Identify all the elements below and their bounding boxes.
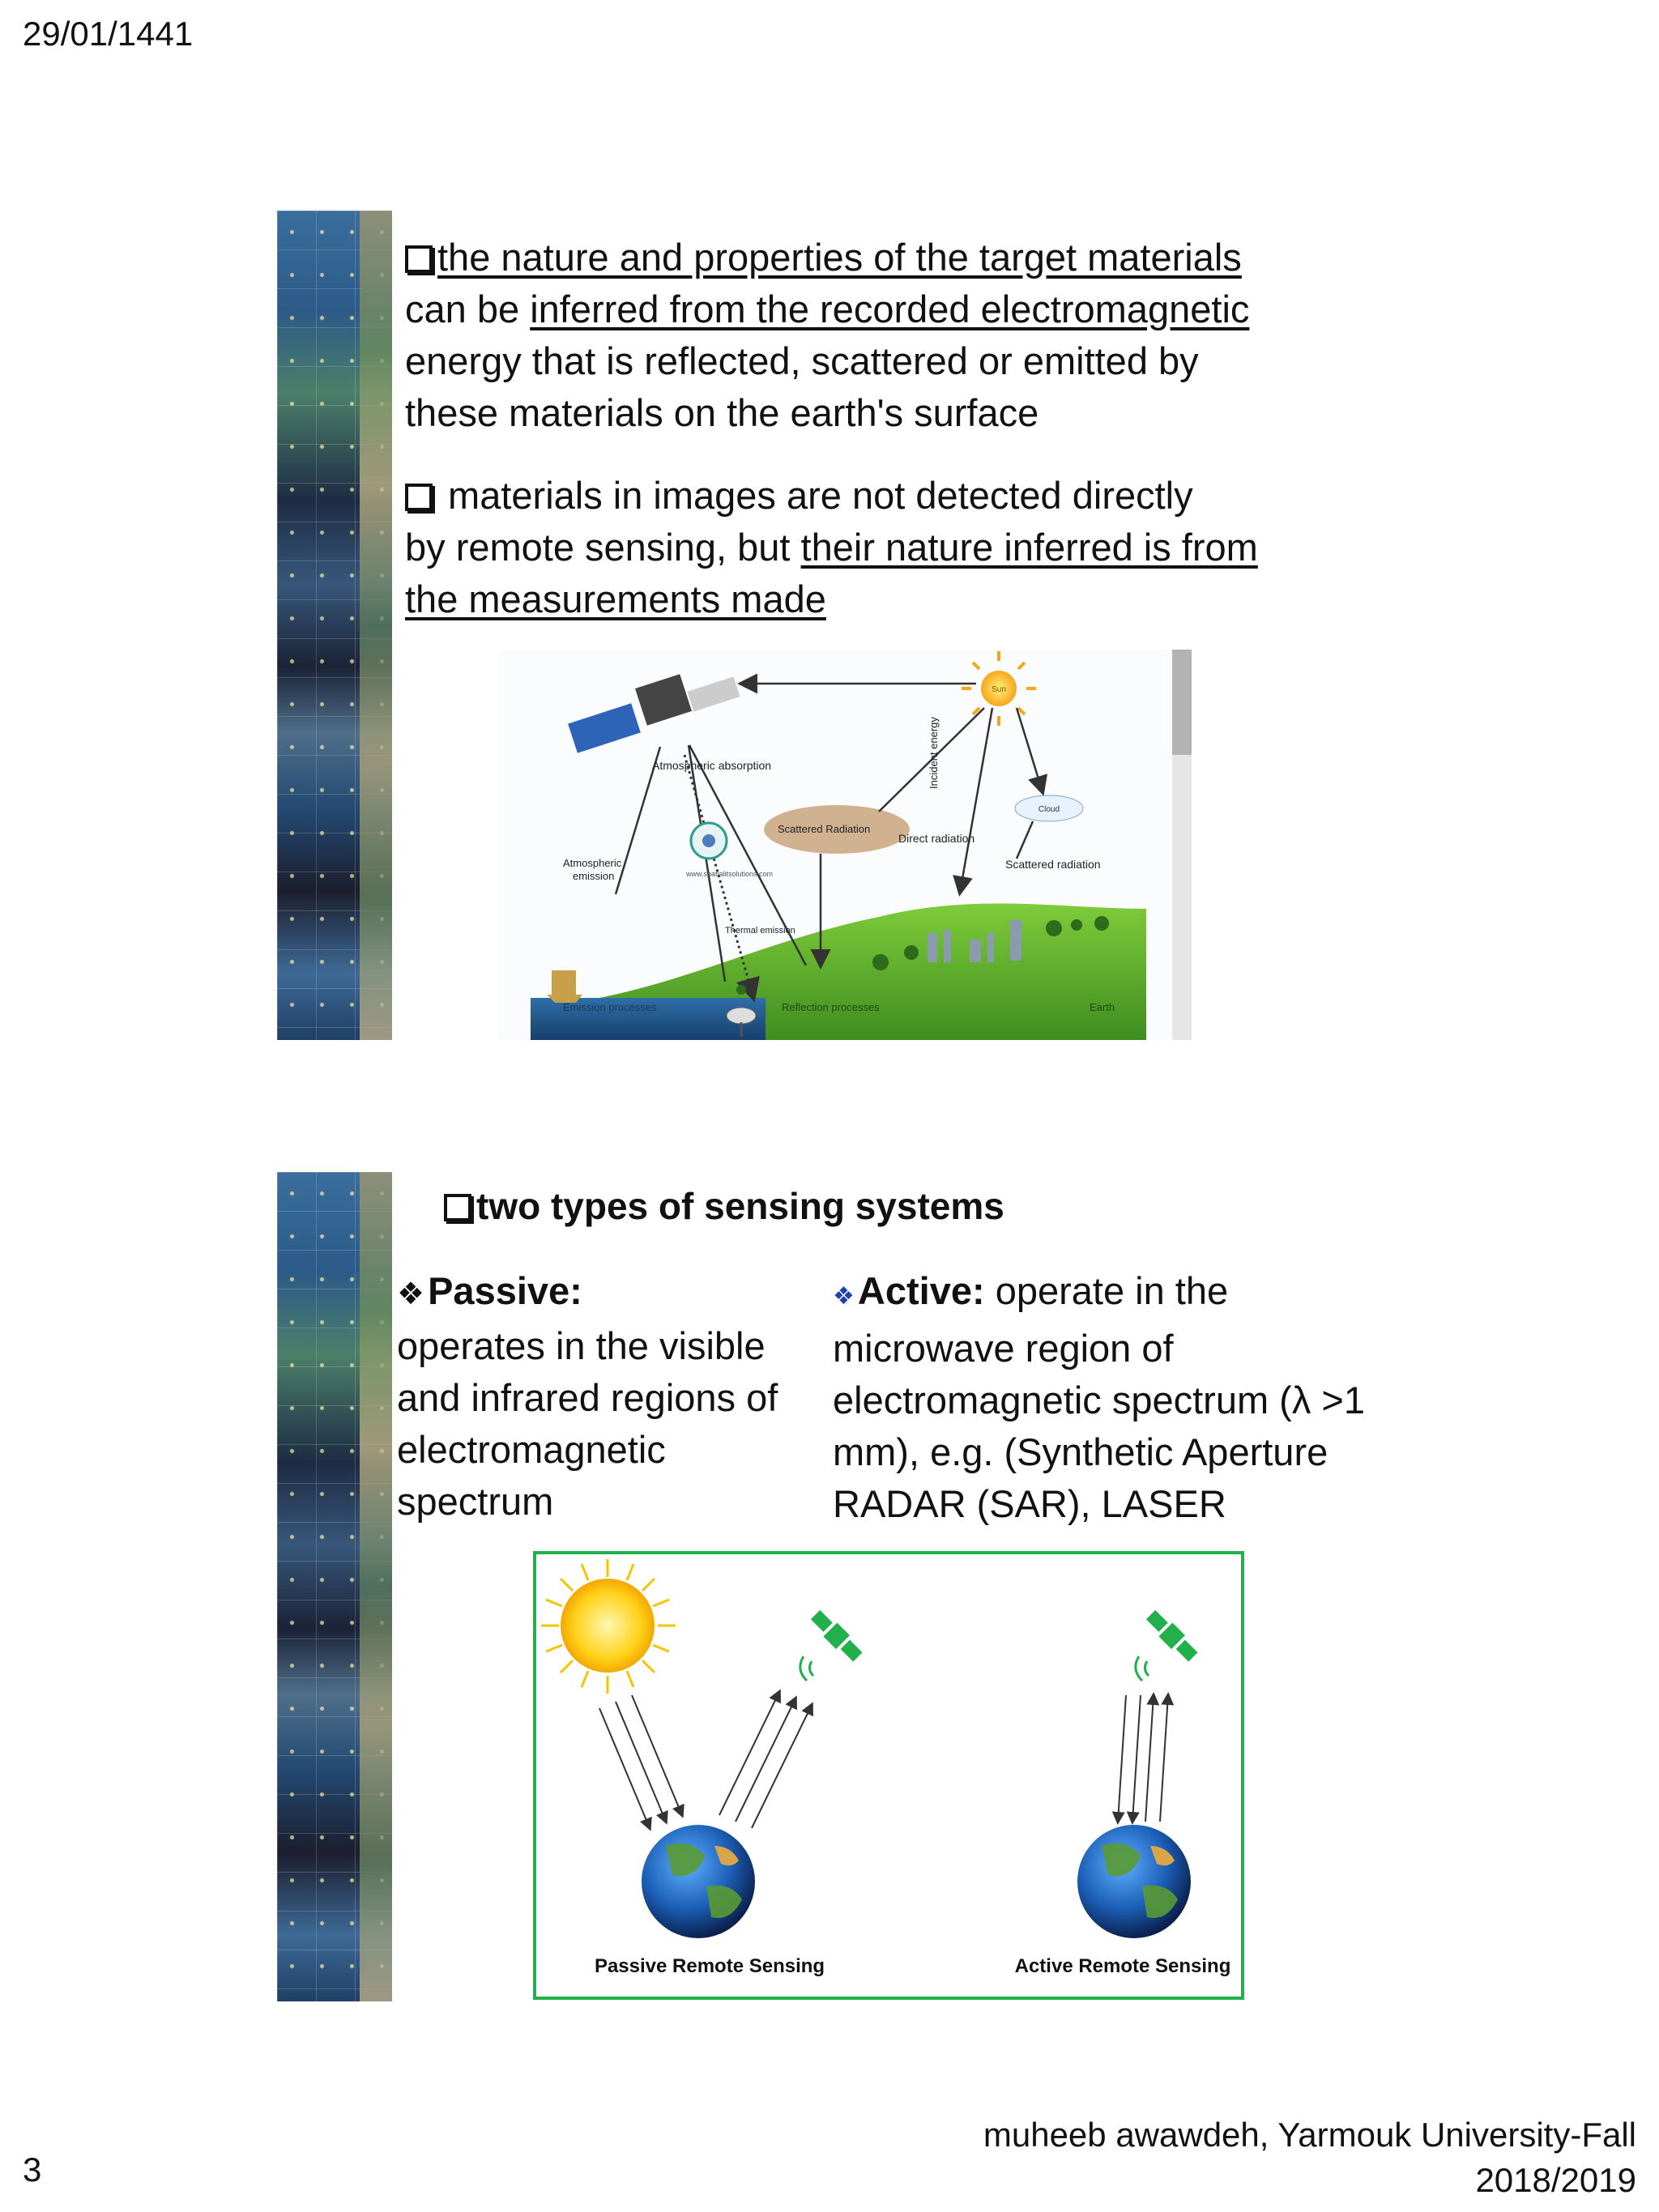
checkbox-bullet-icon	[405, 484, 433, 511]
label-atmospheric-emission-1: Atmospheric	[563, 857, 622, 869]
diamond-bullet-icon: ❖	[397, 1277, 425, 1311]
checkbox-bullet-icon	[405, 245, 433, 273]
underlined-text: the measurements made	[405, 578, 826, 620]
active-body: operate in the microwave region of electromagnetic spectrum (λ >1 mm), e.g. (Synthetic Aperture RADAR (SAR), LASER	[833, 1269, 1365, 1525]
label-direct-radiation: Direct radiation	[898, 832, 975, 845]
signal-waves-icon	[800, 1656, 813, 1681]
label-scattered-radiation-lower: Scattered radiation	[1005, 858, 1101, 871]
underlined-text: their nature inferred is from	[800, 526, 1258, 569]
label-emission-processes: Emission processes	[563, 1001, 657, 1013]
checkbox-bullet-icon	[444, 1194, 471, 1221]
sun-icon	[541, 1559, 676, 1694]
signal-waves-icon	[1136, 1656, 1149, 1681]
slide1-paragraph-1	[405, 232, 1345, 439]
underlined-text: inferred from the recorded electromagnetic	[530, 288, 1250, 330]
passive-caption: Passive Remote Sensing	[594, 1955, 825, 1977]
label-incident-energy: Incident energy	[928, 717, 940, 789]
text-span: by remote sensing, but	[405, 526, 801, 569]
label-reflection-processes: Reflection processes	[782, 1001, 880, 1013]
spatial-solutions-logo	[691, 823, 727, 859]
text-span: these materials on the earth's surface	[405, 391, 1039, 434]
satellite-icon	[568, 674, 740, 753]
passive-heading	[397, 1265, 810, 1320]
passive-body: operates in the visible and infrared regions of electromagnetic spectrum	[397, 1324, 778, 1523]
passive-active-graphic	[536, 1554, 1241, 1997]
label-thermal-emission: Thermal emission	[725, 926, 795, 936]
diamond-bullet-icon: ❖	[833, 1283, 855, 1310]
earth-globe-icon	[642, 1825, 755, 1938]
slide2-side-image	[277, 1172, 392, 2001]
label-scattered-radiation: Scattered Radiation	[778, 823, 871, 835]
footer-line-1: muheeb awawdeh, Yarmouk University-Fall	[983, 2116, 1636, 2154]
footer-line-2: 2018/2019	[1475, 2161, 1636, 2199]
platform-icon	[547, 970, 582, 1003]
label-atmospheric-emission-2: emission	[573, 870, 615, 882]
earth-globe-icon	[1077, 1825, 1191, 1938]
satellite-icon	[1144, 1608, 1200, 1664]
label-earth: Earth	[1090, 1001, 1115, 1013]
text-span: materials in images are not detected directly	[437, 474, 1193, 517]
heading-text: Passive:	[428, 1269, 582, 1312]
slide1-side-image	[277, 211, 392, 1040]
sun-label: Sun	[992, 685, 1006, 694]
underlined-text: the nature and properties of the target materials	[437, 236, 1242, 279]
title-text: two types of sensing systems	[476, 1185, 1004, 1227]
header-date: 29/01/1441	[23, 15, 194, 53]
label-atmospheric-absorption: Atmospheric absorption	[652, 759, 772, 772]
active-column	[833, 1265, 1400, 1530]
cloud-label: Cloud	[1038, 805, 1060, 814]
passive-active-diagram	[533, 1551, 1244, 2000]
slide1-text	[405, 232, 1345, 625]
page-number: 3	[23, 2150, 42, 2189]
footer-attribution	[983, 2112, 1636, 2203]
label-watermark: www.spatialitsolutions.com	[686, 870, 774, 878]
slide1-paragraph-2	[405, 470, 1345, 625]
cloud-icon	[1015, 795, 1083, 821]
sun-icon	[962, 651, 1036, 726]
energy-interaction-diagram	[498, 650, 1192, 1040]
satellite-icon	[808, 1608, 864, 1664]
slide2-title	[444, 1184, 1004, 1228]
text-span: can be	[405, 288, 531, 330]
active-heading: Active:	[857, 1269, 985, 1312]
text-span: energy that is reflected, scattered or emitted by	[405, 339, 1199, 382]
passive-column	[397, 1265, 810, 1528]
active-caption: Active Remote Sensing	[1014, 1955, 1231, 1977]
